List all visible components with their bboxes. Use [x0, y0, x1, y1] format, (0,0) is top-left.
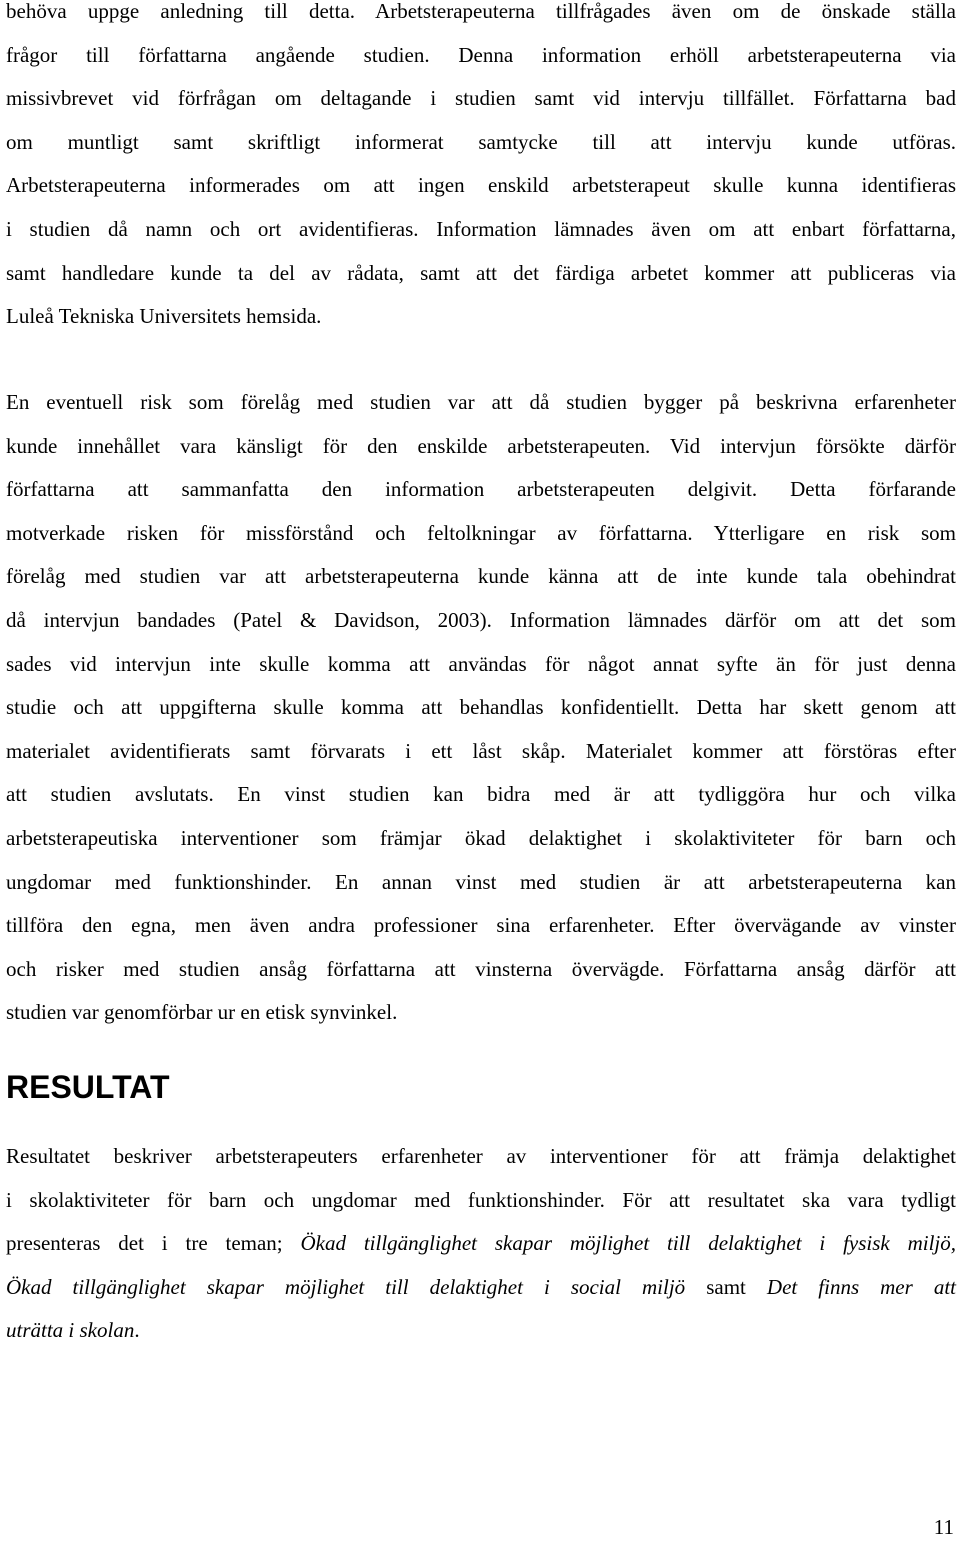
text-segment: presenteras det i tre teman;: [6, 1231, 301, 1256]
text-line: [6, 1222, 956, 1266]
theme-title-social: Ökad tillgänglighet skapar möjlighet till delaktighet i social miljö: [6, 1274, 686, 1299]
theme-title-school: Det finns mer att: [766, 1274, 956, 1299]
paragraph-results-intro: [6, 1135, 956, 1353]
text-line: författarna att sammanfatta den information arbetsterapeuten delgivit. Detta förfarande: [6, 477, 956, 502]
text-line: studie och att uppgifterna skulle komma att behandlas konfidentiellt. Detta har skett genom att: [6, 695, 956, 720]
text-line: i studien då namn och ort avidentifieras. Information lämnades även om att enbart författarna,: [6, 216, 956, 241]
text-line: arbetsterapeutiska interventioner som främjar ökad delaktighet i skolaktiviteter för barn och: [6, 825, 956, 850]
text-line: då intervjun bandades (Patel & Davidson, 2003). Information lämnades därför om att det som: [6, 607, 956, 632]
text-line: Arbetsterapeuterna informerades om att ingen enskild arbetsterapeut skulle kunna identifieras: [6, 173, 956, 198]
paragraph-risks-benefits: [6, 381, 956, 1035]
text-line: motverkade risken för missförstånd och feltolkningar av författarna. Ytterligare en risk som: [6, 520, 956, 545]
text-line: och risker med studien ansåg författarna att vinsterna övervägde. Författarna ansåg därför att: [6, 956, 956, 981]
paragraph-ethics-consent: [6, 0, 956, 339]
text-line: [6, 1266, 956, 1310]
text-line: Resultatet beskriver arbetsterapeuters erfarenheter av interventioner för att främja delaktighet: [6, 1144, 956, 1168]
text-segment: .: [134, 1318, 140, 1343]
section-heading: RESULTAT: [6, 1069, 170, 1105]
text-line: En eventuell risk som förelåg med studien var att då studien bygger på beskrivna erfarenheter: [6, 390, 956, 414]
text-line: missivbrevet vid förfrågan om deltagande i studien samt vid intervju tillfället. Författarna bad: [6, 86, 956, 111]
text-line: sades vid intervjun inte skulle komma att användas för något annat syfte än för just denna: [6, 651, 956, 676]
text-line: kunde innehållet vara känsligt för den enskilde arbetsterapeuten. Vid intervjun försökte därför: [6, 433, 956, 458]
text-line: att studien avslutats. En vinst studien kan bidra med är att tydliggöra hur och vilka: [6, 782, 956, 807]
text-line: behöva uppge anledning till detta. Arbetsterapeuterna tillfrågades även om de önskade ställa: [6, 0, 956, 23]
text-line: tillföra den egna, men även andra professioner sina erfarenheter. Efter övervägande av vinster: [6, 913, 956, 938]
text-line: ungdomar med funktionshinder. En annan vinst med studien är att arbetsterapeuterna kan: [6, 869, 956, 894]
text-line: i skolaktiviteter för barn och ungdomar med funktionshinder. För att resultatet ska vara tydligt: [6, 1187, 956, 1212]
text-line: studien var genomförbar ur en etisk synvinkel.: [6, 1000, 398, 1025]
text-line: [6, 1309, 956, 1353]
text-segment: samt: [685, 1274, 767, 1299]
text-line: förelåg med studien var att arbetsterapeuterna kunde känna att de inte kunde tala obehindrat: [6, 564, 956, 589]
text-line: samt handledare kunde ta del av rådata, samt att det färdiga arbetet kommer att publiceras via: [6, 260, 956, 285]
text-line: materialet avidentifierats samt förvarats i ett låst skåp. Materialet kommer att förstöras efter: [6, 738, 956, 763]
page-number: 11: [933, 1515, 954, 1539]
theme-title-physical: Ökad tillgänglighet skapar möjlighet till delaktighet i fysisk miljö,: [300, 1231, 957, 1256]
text-line: om muntligt samt skriftligt informerat samtycke till att intervju kunde utföras.: [6, 129, 956, 154]
text-line: frågor till författarna angående studien. Denna information erhöll arbetsterapeuterna via: [6, 42, 956, 67]
theme-title-school-cont: uträtta i skolan: [6, 1318, 135, 1343]
text-line: Luleå Tekniska Universitets hemsida.: [6, 304, 322, 329]
